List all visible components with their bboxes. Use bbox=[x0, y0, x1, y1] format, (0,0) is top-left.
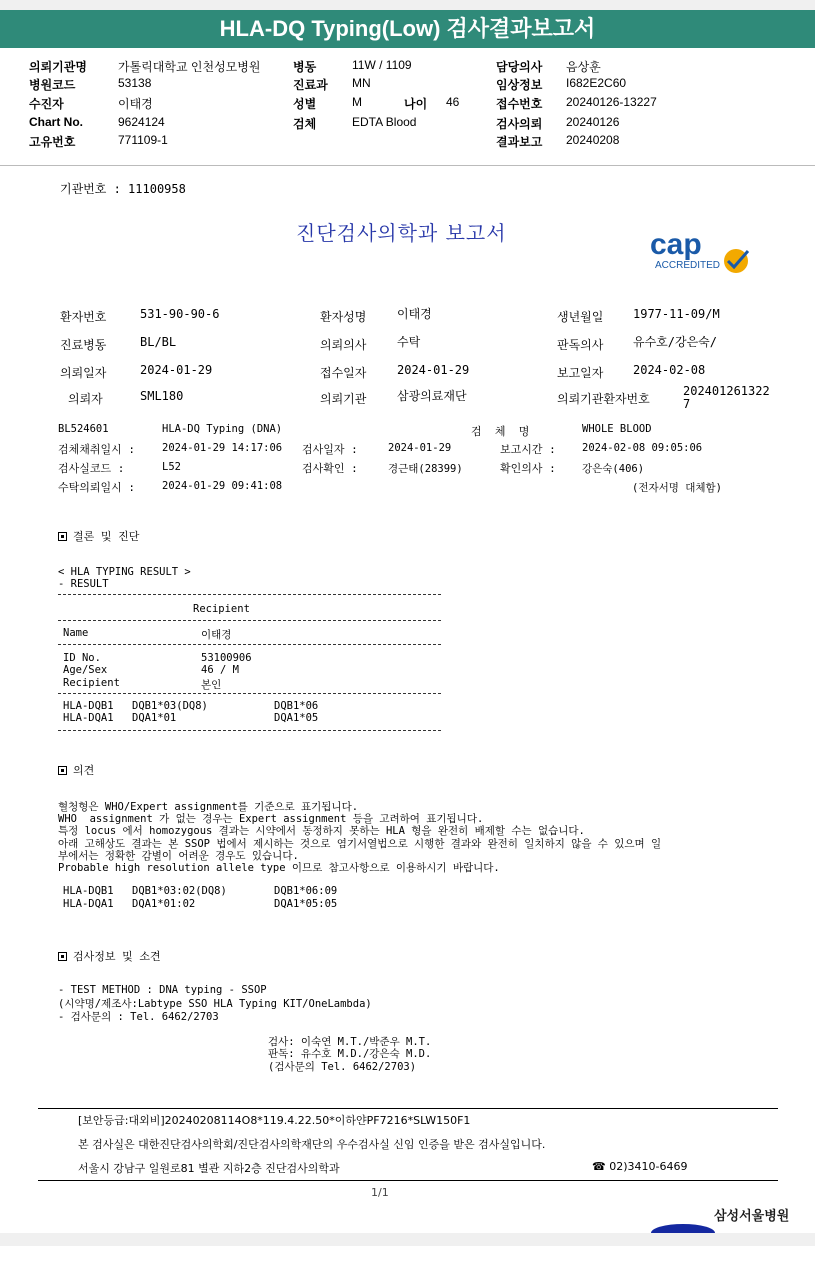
id-label: ID No. bbox=[63, 652, 101, 664]
name-label: Name bbox=[63, 627, 89, 639]
opinion-line: WHO assignment 가 없는 경우는 Expert assignment 등을 고려하여 표기됩니다. bbox=[58, 813, 484, 825]
header-label: 진료과 bbox=[293, 78, 328, 92]
address-line: 서울시 강남구 일원로81 별관 지하2층 진단검사의학과 bbox=[78, 1162, 340, 1175]
opinion-line: 혈청형은 WHO/Expert assignment를 기준으로 표기됩니다. bbox=[58, 801, 359, 813]
header-label: 검체 bbox=[293, 117, 317, 131]
receive-label: 수탁의뢰일시 : bbox=[58, 481, 136, 494]
age-value: 46 bbox=[446, 95, 460, 109]
result-divider bbox=[58, 620, 441, 621]
cap-text: cap bbox=[650, 228, 702, 261]
section-bullet-icon bbox=[58, 952, 67, 961]
info-label: 생년월일 bbox=[557, 310, 604, 324]
info-value: 531-90-90-6 bbox=[140, 307, 220, 321]
test-date-value: 2024-01-29 bbox=[388, 442, 452, 454]
header-label: 병원코드 bbox=[29, 78, 76, 92]
dqa1-allele-2: DQA1*05 bbox=[274, 712, 319, 724]
info-label: 의뢰의사 bbox=[320, 338, 367, 352]
info-value: SML180 bbox=[140, 389, 184, 403]
info-value: 삼광의료재단 bbox=[397, 389, 467, 403]
institution-number: 기관번호 : 11100958 bbox=[60, 182, 186, 196]
section-info-heading: 검사정보 및 소견 bbox=[58, 948, 161, 964]
samsung-logo-text: SAMSUNG bbox=[647, 1207, 699, 1218]
header-divider bbox=[0, 165, 815, 166]
id-value: 53100906 bbox=[201, 652, 252, 664]
viewer-background-top bbox=[0, 0, 815, 10]
recipient-head: Recipient bbox=[193, 603, 250, 615]
header-label: 접수번호 bbox=[496, 97, 543, 111]
test-code: BL524601 bbox=[58, 423, 109, 435]
result-divider bbox=[58, 594, 441, 595]
recipient-label: Recipient bbox=[63, 677, 120, 689]
dqa1-allele-1: DQA1*01 bbox=[132, 712, 177, 724]
header-value: 11W / 1109 bbox=[352, 58, 412, 72]
info-value: 유수호/강은숙/ bbox=[633, 335, 718, 349]
info-label: 진료병동 bbox=[60, 338, 107, 352]
header-label: 담당의사 bbox=[496, 60, 543, 74]
info-label: 접수일자 bbox=[320, 366, 367, 380]
header-label: 수진자 bbox=[29, 97, 64, 111]
opinion-dqa1-allele-2: DQA1*05:05 bbox=[274, 898, 338, 910]
opinion-dqa1-allele-1: DQA1*01:02 bbox=[132, 898, 196, 910]
lab-code-label: 검사실코드 : bbox=[58, 462, 125, 475]
opinion-line: 부에서는 정확한 감별이 어려운 경우도 있습니다. bbox=[58, 850, 299, 862]
esign-note: (전자서명 대체함) bbox=[632, 482, 722, 494]
header-value: 53138 bbox=[118, 76, 152, 90]
opinion-line: 특정 locus 에서 homozygous 결과는 시약에서 동정하지 못하는 HLA 형을 완전히 배제할 수는 없습니다. bbox=[58, 825, 585, 837]
signature-line: 검사: 이숙연 M.T./박준우 M.T. bbox=[268, 1036, 432, 1048]
receive-value: 2024-01-29 09:41:08 bbox=[162, 480, 283, 492]
info-label: 의뢰기관 bbox=[320, 392, 367, 406]
header-value: MN bbox=[352, 76, 371, 90]
specimen-value: WHOLE BLOOD bbox=[582, 423, 652, 435]
name-value: 이태경 bbox=[201, 629, 232, 641]
header-value: M bbox=[352, 95, 362, 109]
header-label: 검사의뢰 bbox=[496, 117, 543, 131]
header-value: I682E2C60 bbox=[566, 76, 627, 90]
header-label: 성별 bbox=[293, 97, 317, 111]
header-value: 771109-1 bbox=[118, 133, 168, 147]
test-date-label: 검사일자 : bbox=[302, 443, 358, 456]
info-label: 환자성명 bbox=[320, 310, 367, 324]
viewer-background-bottom bbox=[0, 1233, 815, 1246]
samsung-logo bbox=[640, 1204, 706, 1224]
info-label: 환자번호 bbox=[60, 310, 107, 324]
info-label: 의뢰자 bbox=[68, 392, 103, 406]
header-value: EDTA Blood bbox=[352, 115, 417, 129]
info-value: 2024-02-08 bbox=[633, 363, 706, 377]
result-divider bbox=[58, 693, 441, 694]
report-time-label: 보고시간 : bbox=[500, 443, 556, 456]
info-label: 의뢰일자 bbox=[60, 366, 107, 380]
opinion-dqb1-allele-1: DQB1*03:02(DQ8) bbox=[132, 885, 227, 897]
collect-value: 2024-01-29 14:17:06 bbox=[162, 442, 283, 454]
header-label: 결과보고 bbox=[496, 135, 543, 149]
confirm-doctor-value: 강은숙(406) bbox=[582, 463, 645, 475]
signature-line: 판독: 유수호 M.D./강은숙 M.D. bbox=[268, 1048, 432, 1060]
opinion-dqa1-label: HLA-DQA1 bbox=[63, 898, 114, 910]
signature-line: (검사문의 Tel. 6462/2703) bbox=[268, 1061, 417, 1073]
section-bullet-icon bbox=[58, 766, 67, 775]
opinion-dqb1-allele-2: DQB1*06:09 bbox=[274, 885, 338, 897]
report-title: HLA-DQ Typing(Low) 검사결과보고서 bbox=[219, 16, 596, 41]
dqa1-label: HLA-DQA1 bbox=[63, 712, 114, 724]
result-divider bbox=[58, 730, 441, 731]
page-number: 1/1 bbox=[371, 1186, 389, 1199]
info-value: 2024-01-29 bbox=[397, 363, 470, 377]
opinion-dqb1-label: HLA-DQB1 bbox=[63, 885, 114, 897]
opinion-line: Probable high resolution allele type 이므로 참고사항으로 이용하시기 바랍니다. bbox=[58, 862, 500, 874]
cap-accredited-logo bbox=[648, 226, 758, 274]
test-info-line: - 검사문의 : Tel. 6462/2703 bbox=[58, 1011, 219, 1023]
info-value: 이태경 bbox=[397, 307, 432, 321]
lab-code-value: L52 bbox=[162, 461, 181, 473]
cap-accredited-text: ACCREDITED bbox=[655, 260, 721, 271]
confirm-value: 경근태(28399) bbox=[388, 463, 463, 475]
header-label: Chart No. bbox=[29, 115, 83, 129]
header-value: 20240208 bbox=[566, 133, 620, 147]
agesex-label: Age/Sex bbox=[63, 664, 108, 676]
footer-divider-bottom bbox=[38, 1180, 778, 1181]
hospital-name: 삼성서울병원 bbox=[714, 1209, 790, 1224]
info-value: BL/BL bbox=[140, 335, 177, 349]
security-line: [보안등급:대외비]20240208114O8*119.4.22.50*이하얀PF7216*SLW150F1 bbox=[78, 1114, 471, 1127]
certification-line: 본 검사실은 대한진단검사의학회/진단검사의학재단의 우수검사실 신임 인증을 받은 검사실입니다. bbox=[78, 1138, 546, 1151]
confirm-label: 검사확인 : bbox=[302, 462, 358, 475]
header-label: 병동 bbox=[293, 60, 317, 74]
info-label: 판독의사 bbox=[557, 338, 604, 352]
recipient-value: 본인 bbox=[201, 679, 222, 691]
agesex-value: 46 / M bbox=[201, 664, 239, 676]
section-bullet-icon bbox=[58, 532, 67, 541]
test-name: HLA-DQ Typing (DNA) bbox=[162, 423, 283, 435]
header-value: 9624124 bbox=[118, 115, 165, 129]
report-heading: 진단검사의학과 보고서 bbox=[296, 221, 507, 245]
header-label: 임상정보 bbox=[496, 78, 543, 92]
result-line-2: - RESULT bbox=[58, 578, 109, 590]
dqb1-allele-1: DQB1*03(DQ8) bbox=[132, 700, 208, 712]
section-result-heading: 결론 및 진단 bbox=[58, 528, 139, 544]
info-value: 수탁 bbox=[397, 335, 421, 349]
result-line-1: < HLA TYPING RESULT > bbox=[58, 566, 191, 578]
header-value: 20240126 bbox=[566, 115, 620, 129]
info-label: 보고일자 bbox=[557, 366, 604, 380]
info-value: 2024-01-29 bbox=[140, 363, 213, 377]
test-info-line: (시약명/제조사:Labtype SSO HLA Typing KIT/OneLambda) bbox=[58, 998, 372, 1010]
header-label: 의뢰기관명 bbox=[29, 60, 87, 74]
dqb1-label: HLA-DQB1 bbox=[63, 700, 114, 712]
info-value: 202401261322 7 bbox=[683, 384, 770, 411]
header-value: 이태경 bbox=[118, 97, 153, 111]
test-info-line: - TEST METHOD : DNA typing - SSOP bbox=[58, 984, 267, 996]
opinion-line: 아래 고해상도 결과는 본 SSOP 법에서 제시하는 것으로 염기서열법으로 시행한 결과와 완전히 일치하지 않을 수 있으며 일 bbox=[58, 838, 662, 850]
header-value: 20240126-13227 bbox=[566, 95, 657, 109]
header-value: 가톨릭대학교 인천성모병원 bbox=[118, 60, 261, 74]
section-opinion-heading: 의견 bbox=[58, 762, 94, 778]
specimen-label: 검 체 명 bbox=[471, 425, 530, 438]
confirm-doctor-label: 확인의사 : bbox=[500, 462, 556, 475]
dqb1-allele-2: DQB1*06 bbox=[274, 700, 319, 712]
info-label: 의뢰기관환자번호 bbox=[557, 392, 650, 406]
info-value: 1977-11-09/M bbox=[633, 307, 720, 321]
collect-label: 검체채취일시 : bbox=[58, 443, 136, 456]
footer-divider-top bbox=[38, 1108, 778, 1109]
report-time-value: 2024-02-08 09:05:06 bbox=[582, 442, 703, 454]
header-label: 고유번호 bbox=[29, 135, 76, 149]
result-divider bbox=[58, 644, 441, 645]
phone-line: ☎ 02)3410-6469 bbox=[592, 1160, 688, 1173]
age-label: 나이 bbox=[404, 97, 428, 111]
header-value: 음상훈 bbox=[566, 60, 601, 74]
